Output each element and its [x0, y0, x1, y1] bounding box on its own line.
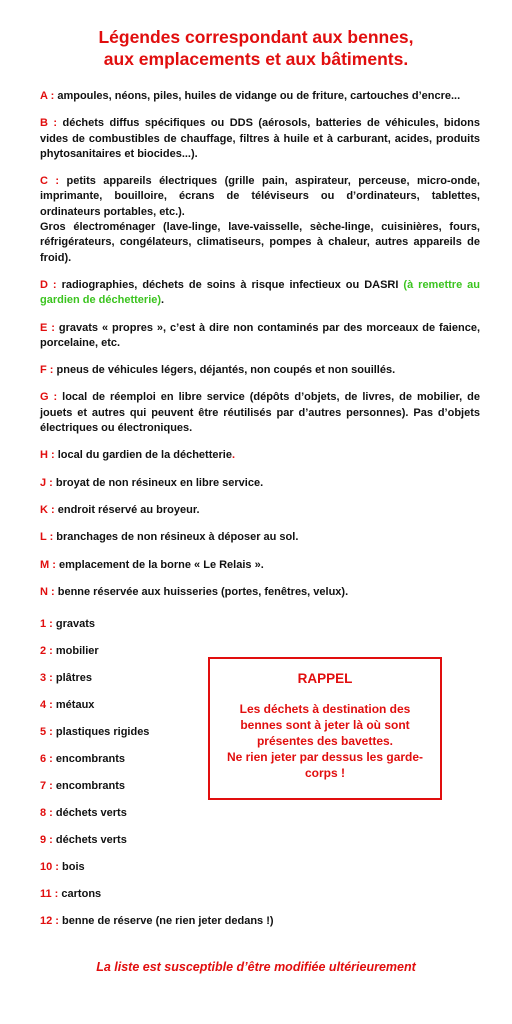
legend-entry-k — [40, 503, 480, 518]
legend-entry-l — [40, 530, 480, 545]
rappel-title: RAPPEL — [297, 671, 353, 686]
bin-label: encombrants — [52, 753, 125, 765]
legend-key: H : — [40, 449, 55, 462]
letter-legend-list — [40, 89, 480, 612]
legend-entry-g — [40, 390, 480, 436]
bin-number: 8 : — [40, 807, 53, 819]
legend-note-green: (à remettre au gardien de déchetterie) — [40, 278, 480, 307]
rappel-line-2: Ne rien jeter par dessus les garde-corps ! — [226, 750, 424, 780]
legend-key: D : — [40, 278, 57, 291]
legend-entry-c — [40, 174, 480, 266]
legend-key: L : — [40, 531, 54, 544]
bin-item-12 — [40, 914, 320, 941]
legend-text: broyat de non résineux en libre service. — [52, 476, 264, 489]
legend-key: J : — [40, 476, 53, 489]
legend-text: benne réservée aux huisseries (portes, fenêtres, velux). — [54, 585, 349, 598]
bin-number: 6 : — [40, 753, 53, 765]
bin-number: 2 : — [40, 645, 53, 657]
footer-note: La liste est susceptible d’être modifiée ultérieurement — [96, 960, 416, 974]
rappel-text — [222, 701, 428, 781]
legend-key: B : — [40, 117, 58, 130]
bin-label: gravats — [52, 618, 96, 630]
legend-text: local de réemploi en libre service (dépôts d’objets, de livres, de mobilier, de jouets et autres qui peuvent être réutilisés par d’autres personnes). Pas d’objets électriques ou électroniques. — [40, 391, 480, 435]
legend-text-extra: Gros électroménager (lave-linge, lave-vaisselle, sèche-linge, cuisinières, fours, réfrigérateurs, congélateurs, climatiseurs, pompes à chaleur, autres appareils de froid). — [40, 221, 480, 264]
legend-text: local du gardien de la déchetterie — [54, 449, 232, 462]
legend-entry-n — [40, 585, 480, 600]
title-line-2: aux emplacements et aux bâtiments. — [103, 49, 409, 69]
legend-text: pneus de véhicules légers, déjantés, non coupés et non souillés. — [53, 364, 396, 377]
legend-entry-m — [40, 558, 480, 573]
legend-text: ampoules, néons, piles, huiles de vidange ou de friture, cartouches d’encre... — [54, 90, 461, 102]
legend-text: petits appareils électriques (grille pain, aspirateur, perceuse, micro-onde, imprimante, bouilloire, écrans de téléviseurs ou d’ordinateurs, tablettes, ordinateurs portables, etc.). — [40, 175, 480, 218]
legend-key: N : — [40, 585, 55, 598]
bin-label: plastiques rigides — [52, 726, 150, 738]
legend-key: K : — [40, 503, 55, 516]
rappel-line-1: Les déchets à destination des bennes sont à jeter là où sont présentes des bavettes. — [239, 702, 411, 748]
legend-entry-j — [40, 476, 480, 491]
legend-red-dot: . — [231, 449, 236, 462]
legend-entry-a — [40, 89, 480, 104]
legend-entry-b — [40, 116, 480, 162]
bin-label: benne de réserve (ne rien jeter dedans !) — [58, 915, 274, 927]
legend-text-after: . — [161, 294, 165, 307]
bin-label: bois — [58, 861, 85, 873]
legend-text: radiographies, déchets de soins à risque infectieux ou DASRI — [56, 278, 404, 291]
bin-number: 5 : — [40, 726, 53, 738]
bin-number: 3 : — [40, 672, 53, 684]
legend-text: emplacement de la borne « Le Relais ». — [55, 558, 264, 571]
bin-label: déchets verts — [52, 807, 127, 819]
page-title — [0, 26, 512, 70]
legend-key: A : — [40, 90, 55, 102]
legend-text: déchets diffus spécifiques ou DDS (aérosols, batteries de véhicules, bidons vides de combustibles de chauffage, filtres à huile et à carburant, acides, produits phytosanitaires et biocides...). — [40, 117, 480, 160]
legend-text: branchages de non résineux à déposer au sol. — [53, 531, 299, 544]
legend-key: C : — [40, 175, 60, 188]
legend-key: M : — [40, 558, 56, 571]
bin-number: 11 : — [40, 888, 59, 900]
legend-key: G : — [40, 391, 58, 404]
legend-entry-d — [40, 278, 480, 309]
bin-label: plâtres — [52, 672, 92, 684]
rappel-notice-box — [208, 657, 442, 800]
bin-item-8 — [40, 806, 320, 833]
bin-label: mobilier — [52, 645, 99, 657]
bin-label: déchets verts — [52, 834, 127, 846]
legend-entry-f — [40, 363, 480, 378]
legend-entry-h — [40, 448, 480, 463]
bin-number: 9 : — [40, 834, 53, 846]
title-line-1: Légendes correspondant aux bennes, — [98, 27, 414, 47]
bin-label: cartons — [58, 888, 102, 900]
bin-item-10 — [40, 860, 320, 887]
bin-number: 1 : — [40, 618, 53, 630]
legend-key: F : — [40, 364, 54, 377]
bin-item-1 — [40, 617, 320, 644]
bin-number: 10 : — [40, 861, 59, 873]
legend-text: endroit réservé au broyeur. — [54, 503, 200, 516]
bin-label: encombrants — [52, 780, 125, 792]
bin-label: métaux — [52, 699, 95, 711]
legend-entry-e — [40, 321, 480, 352]
legend-text: gravats « propres », c’est à dire non contaminés par des morceaux de faience, porcelaine, etc. — [40, 321, 480, 349]
bin-number: 4 : — [40, 699, 53, 711]
bin-number: 12 : — [40, 915, 59, 927]
legend-key: E : — [40, 321, 55, 334]
bin-number: 7 : — [40, 780, 53, 792]
bin-item-9 — [40, 833, 320, 860]
bin-item-11 — [40, 887, 320, 914]
